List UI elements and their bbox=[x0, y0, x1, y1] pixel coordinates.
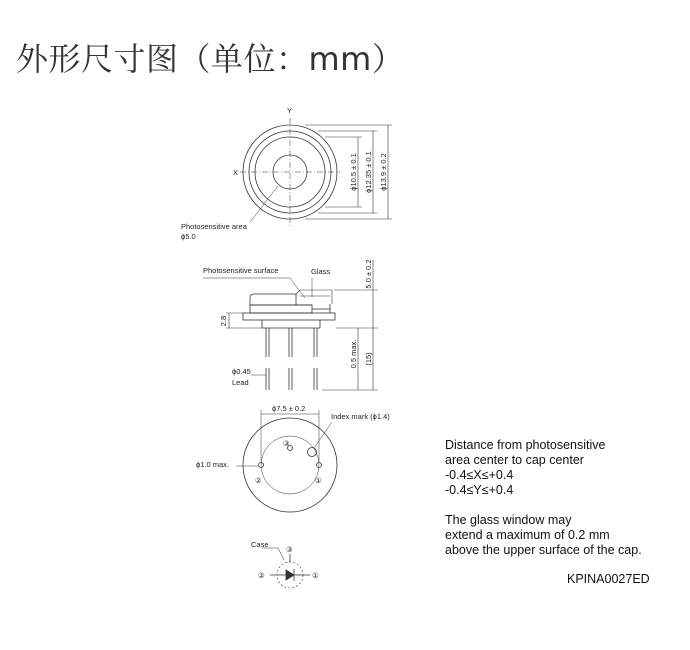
dim-window-diameter: ϕ10.5 ± 0.1 bbox=[349, 153, 358, 191]
index-mark-label: Index mark (ϕ1.4) bbox=[331, 412, 390, 421]
lead-label: Lead bbox=[232, 378, 249, 387]
drawing-code: KPINA0027ED bbox=[567, 572, 650, 586]
schematic-pin-1-label: ① bbox=[312, 571, 319, 580]
dim-lead-length: (15) bbox=[364, 352, 373, 366]
distance-note-line-4: -0.4≤Y≤+0.4 bbox=[445, 483, 514, 497]
glass-note-line-2: extend a maximum of 0.2 mm bbox=[445, 528, 610, 542]
photosensitive-area-label: Photosensitive area bbox=[181, 222, 247, 231]
bottom-pin-1-label: ① bbox=[315, 476, 322, 485]
distance-note-line-2: area center to cap center bbox=[445, 453, 584, 467]
photodiode-symbol bbox=[286, 570, 294, 580]
side-view bbox=[203, 260, 378, 390]
glass-note-line-3: above the upper surface of the cap. bbox=[445, 543, 642, 557]
index-mark bbox=[308, 448, 317, 457]
glass-note-line-1: The glass window may bbox=[445, 513, 572, 527]
pin-pitch-circle bbox=[261, 436, 319, 494]
bottom-view bbox=[236, 410, 337, 512]
axis-y-label: Y bbox=[287, 106, 293, 115]
page-title: 外形尺寸图（单位：mm） bbox=[16, 40, 405, 78]
pin-max-dim: ϕ1.0 max. bbox=[196, 460, 229, 469]
photosensitive-surface-label: Photosensitive surface bbox=[203, 266, 279, 275]
dim-outer-diameter: ϕ13.9 ± 0.2 bbox=[379, 153, 388, 191]
axis-x-label: X bbox=[233, 168, 239, 177]
dim-flange: 2.8 bbox=[219, 315, 228, 327]
distance-note-line-1: Distance from photosensitive bbox=[445, 438, 606, 452]
schematic-pin-3-label: ③ bbox=[286, 545, 293, 554]
schematic-symbol bbox=[262, 548, 310, 588]
bottom-pin-3-label: ③ bbox=[283, 439, 290, 448]
photosensitive-area-dim: ϕ5.0 bbox=[181, 232, 196, 241]
bottom-pin-2-label: ② bbox=[255, 476, 262, 485]
dim-middle-diameter: ϕ12.35 ± 0.1 bbox=[364, 151, 373, 193]
dim-height: 5.0 ± 0.2 bbox=[364, 259, 373, 289]
lead-dim: ϕ0.45 bbox=[232, 367, 251, 376]
pitch-dim: ϕ7.5 ± 0.2 bbox=[272, 404, 306, 413]
glass-label: Glass bbox=[311, 267, 331, 276]
bottom-outer-circle bbox=[243, 418, 337, 512]
dim-gap: 0.5 max. bbox=[349, 339, 358, 369]
distance-note-line-3: -0.4≤X≤+0.4 bbox=[445, 468, 514, 482]
schematic-pin-2-label: ② bbox=[258, 571, 265, 580]
case-label: Case bbox=[251, 540, 269, 549]
